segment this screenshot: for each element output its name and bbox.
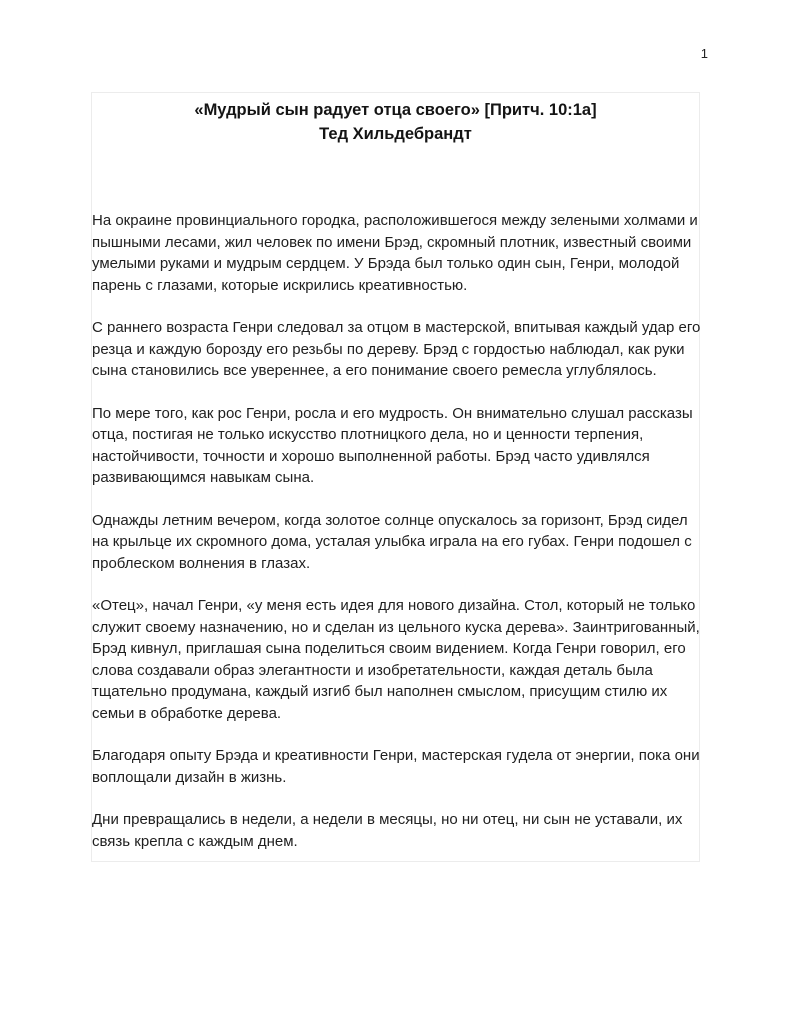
paragraph: Благодаря опыту Брэда и креативности Генри, мастерская гудела от энергии, пока они воплощали дизайн в жизнь. [92,747,700,786]
paragraph: Дни превращались в недели, а недели в месяцы, но ни отец, ни сын не уставали, их связь крепла с каждым днем. [92,811,683,850]
document-title: «Мудрый сын радует отца своего» [Притч. 10:1а] [194,101,597,119]
document-author: Тед Хильдебрандт [319,125,472,143]
body-text [92,210,702,873]
paragraph: «Отец», начал Генри, «у меня есть идея для нового дизайна. Стол, который не только служит своему назначению, но и сделан из цельного куска дерева». Заинтригованный, Брэд кивнул, приглашая сына поделиться своим видением. Когда Генри говорил, его слова создавали образ элегантности и изобретательности, каждая деталь была тщательно продумана, каждый изгиб был наполнен смыслом, присущим стилю их семьи в обработке дерева. [92,597,700,722]
paragraph: По мере того, как рос Генри, росла и его мудрость. Он внимательно слушал рассказы отца, постигая не только искусство плотницкого дела, но и ценности терпения, настойчивости, точности и хорошо выполненной работы. Брэд часто удивлялся развивающимся навыкам сына. [92,404,693,486]
page-number: 1 [700,46,708,61]
paragraph: Однажды летним вечером, когда золотое солнце опускалось за горизонт, Брэд сидел на крыльце их скромного дома, усталая улыбка играла на его губах. Генри подошел с проблеском волнения в глазах. [92,511,692,572]
title-block [91,98,700,146]
paragraph: С раннего возраста Генри следовал за отцом в мастерской, впитывая каждый удар его резца и каждую борозду его резьбы по дереву. Брэд с гордостью наблюдал, как руки сына становились все увереннее, а его понимание своего ремесла углублялось. [92,319,701,379]
paragraph: На окраине провинциального городка, расположившегося между зелеными холмами и пышными лесами, жил человек по имени Брэд, скромный плотник, известный своими умелыми руками и мудрым сердцем. У Брэда был только один сын, Генри, молодой парень с глазами, которые искрились креативностью. [92,212,698,294]
